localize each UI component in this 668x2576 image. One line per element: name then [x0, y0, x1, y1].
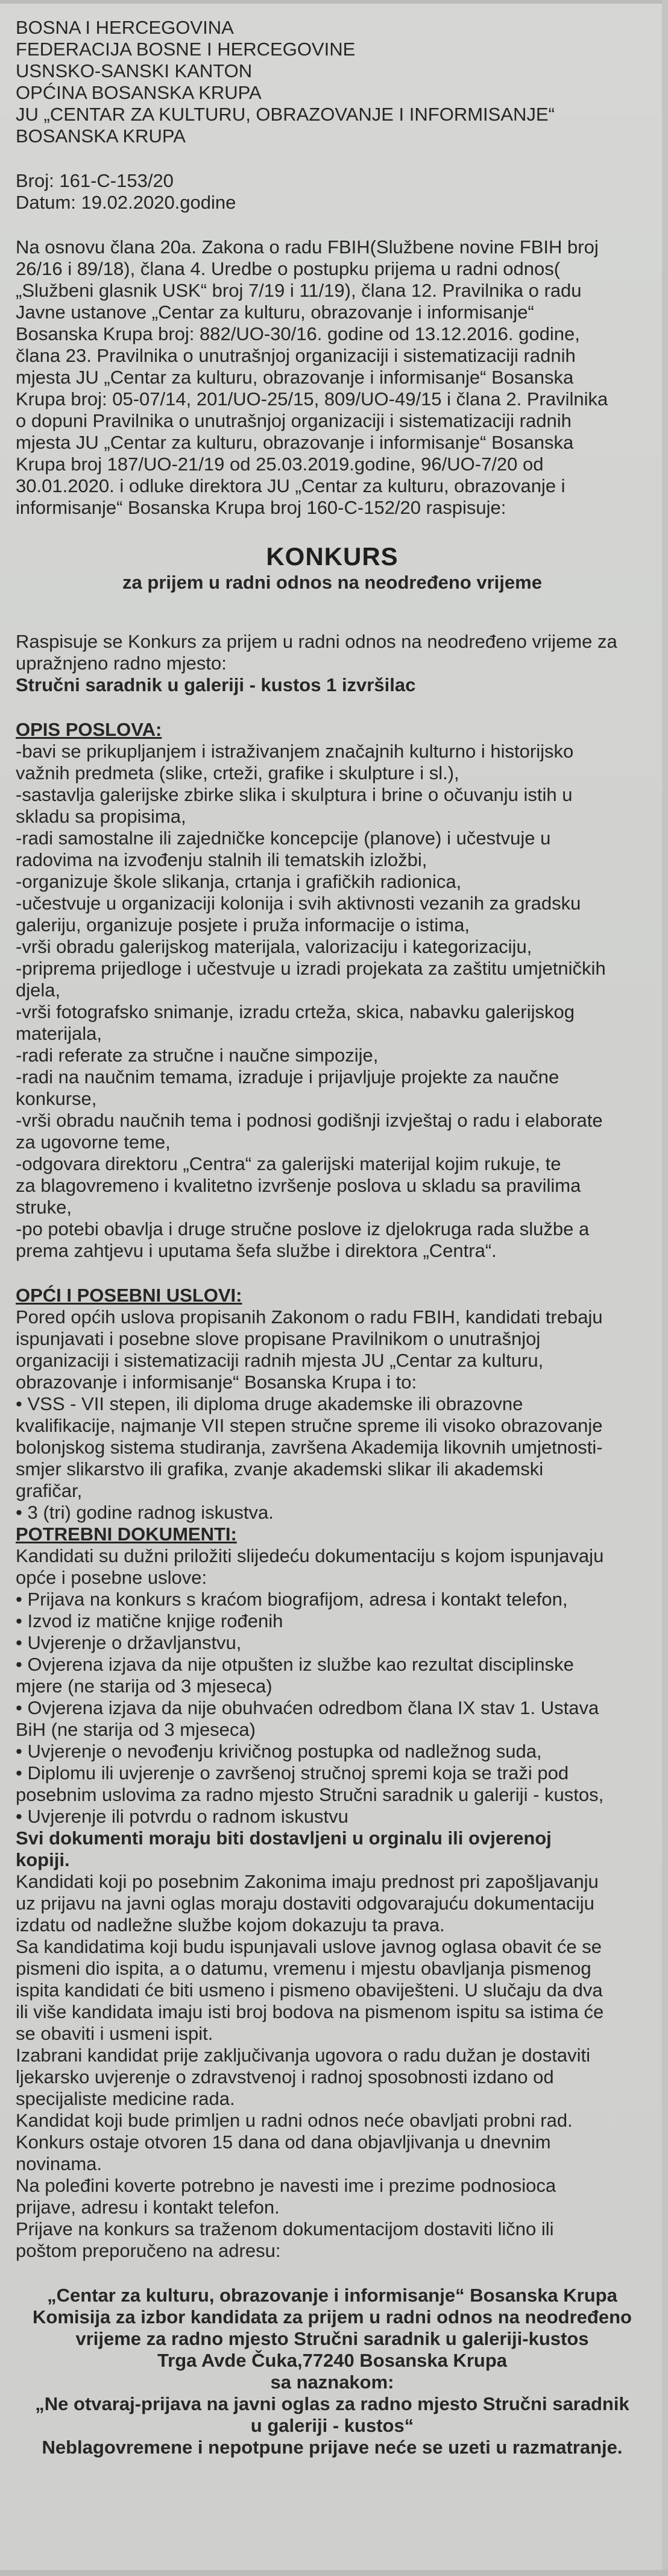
preamble-line: mjesta JU „Centar za kulturu, obrazovanje i informisanje“ Bosanska	[16, 367, 574, 388]
header-line-5: JU „CENTAR ZA KULTURU, OBRAZOVANJE I INFORMISANJE“	[16, 104, 555, 125]
address-line: Trga Avde Čuka,77240 Bosanska Krupa	[157, 2350, 508, 2371]
reference-block	[16, 170, 649, 214]
preamble-line: Na osnovu člana 20a. Zakona o radu FBIH(Službene novine FBIH broj	[16, 236, 599, 258]
duty-line: -radi samostalne ili zajedničke koncepcije (planove) i učestvuje u	[16, 828, 551, 849]
duty-line: -bavi se prikupljanjem i istraživanjem značajnih kulturno i historijsko	[16, 741, 574, 762]
conditions-heading: OPĆI I POSEBNI USLOVI:	[16, 1285, 242, 1306]
preamble-line: Javne ustanove „Centar za kulturu, obrazovanje i informisanje“	[16, 302, 534, 323]
bottom-edge	[0, 2570, 668, 2576]
intro-block	[16, 631, 649, 696]
condition-line: bolonjskog sistema studiranja, završena Akademija likovnih umjetnosti-	[16, 1437, 603, 1458]
duty-line: -organizuje škole slikanja, crtanja i grafičkih radionica,	[16, 871, 462, 892]
preamble-line: Bosanska Krupa broj: 882/UO-30/16. godine od 13.12.2016. godine,	[16, 323, 580, 344]
header-line-6: BOSANSKA KRUPA	[16, 125, 186, 147]
note-line: Na poleđini koverte potrebno je navesti ime i prezime podnosioca	[16, 2175, 556, 2196]
original-copy-note: kopiji.	[16, 1849, 70, 1870]
document-line: opće i posebne uslove:	[16, 1567, 207, 1588]
document-line: • Uvjerenje o nevođenju krivičnog postupka od nadležnog suda,	[16, 1741, 542, 1762]
duty-line: radovima na izvođenju stalnih ili tematskih izložbi,	[16, 849, 427, 870]
duty-line: konkurse,	[16, 1088, 97, 1109]
duty-line: struke,	[16, 1197, 72, 1218]
duties-heading: OPIS POSLOVA:	[16, 719, 162, 740]
note-line: novinama.	[16, 2153, 102, 2174]
konkurs-subtitle: za prijem u radni odnos na neodređeno vrijeme	[122, 572, 542, 593]
condition-line: smjer slikarstvo ili grafika, zvanje akademski slikar ili akademski	[16, 1458, 544, 1479]
duty-line: djela,	[16, 979, 61, 1001]
condition-line: grafičar,	[16, 1480, 83, 1501]
preamble-line: informisanje“ Bosanska Krupa broj 160-C-152/20 raspisuje:	[16, 497, 506, 518]
address-line: sa naznakom:	[270, 2372, 394, 2393]
preamble-line: o dopuni Pravilnika o unutrašnjoj organizaciji i sistematizaciji radnih	[16, 410, 572, 431]
condition-line: kvalifikacije, najmanje VII stepen stručne spreme ili visoko obrazovanje	[16, 1415, 603, 1436]
note-line: ljekarsko uvjerenje o zdravstvenoj i radnoj sposobnosti izdano od	[16, 2066, 554, 2087]
note-line: Kandidat koji bude primljen u radni odnos neće obavljati probni rad.	[16, 2110, 573, 2131]
address-line: vrijeme za radno mjesto Stručni saradnik u galeriji-kustos	[75, 2328, 589, 2349]
konkurs-title: KONKURS	[266, 542, 399, 571]
document-number: Broj: 161-C-153/20	[16, 170, 174, 191]
document-line: • Izvod iz matične knjige rođenih	[16, 1610, 283, 1631]
note-line: poštom preporučeno na adresu:	[16, 2240, 281, 2261]
note-line: uz prijavu na javni oglas moraju dostaviti odgovarajuću dokumentaciju	[16, 1893, 594, 1914]
original-copy-note: Svi dokumenti moraju biti dostavljeni u orginalu ili ovjerenoj	[16, 1828, 552, 1849]
note-line: ispita kandidati će biti usmeno i pismeno obaviješteni. U slučaju da dva	[16, 1979, 603, 2001]
duty-line: -radi referate za stručne i naučne simpozije,	[16, 1045, 379, 1066]
note-line: Kandidati koji po posebnim Zakonima imaju prednost pri zapošljavanju	[16, 1871, 599, 1892]
condition-line: • VSS - VII stepen, ili diploma druge akademske ili obrazovne	[16, 1393, 523, 1414]
documents-heading: POTREBNI DOKUMENTI:	[16, 1524, 237, 1545]
intro-line: upražnjeno radno mjesto:	[16, 653, 227, 674]
document-line: • Ovjerena izjava da nije obuhvaćen odredbom člana IX stav 1. Ustava	[16, 1697, 599, 1718]
preamble-line: „Službeni glasnik USK“ broj 7/19 i 11/19), člana 12. Pravilnika o radu	[16, 280, 582, 301]
note-line: specijaliste medicine rada.	[16, 2088, 235, 2109]
document-line: BiH (ne starija od 3 mjeseca)	[16, 1719, 256, 1740]
document-line: • Diplomu ili uvjerenje o završenoj stručnoj spremi koja se traži pod	[16, 1762, 569, 1783]
preamble-line: člana 23. Pravilnika o unutrašnjoj organizaciji i sistematizaciji radnih	[16, 345, 576, 366]
preamble-line: Krupa broj 187/UO-21/19 od 25.03.2019.godine, 96/UO-7/20 od	[16, 454, 544, 475]
preamble-line: 26/16 i 89/18), člana 4. Uredbe o postupku prijema u radni odnos(	[16, 258, 561, 279]
address-line: „Ne otvaraj-prijava na javni oglas za radno mjesto Stručni saradnik	[35, 2393, 629, 2414]
note-line: prijave, adresu i kontakt telefon.	[16, 2197, 280, 2218]
documents-section	[16, 1524, 649, 1871]
duty-line: -radi na naučnim temama, izraduje i prijavljuje projekte za naučne	[16, 1066, 559, 1087]
condition-line: Pored općih uslova propisanih Zakonom o radu FBIH, kandidati trebaju	[16, 1306, 603, 1328]
duty-line: prema zahtjevu i uputama šefa službe i direktora „Centra“.	[16, 1240, 497, 1261]
preamble-line: 30.01.2020. i odluke direktora JU „Centar za kulturu, obrazovanje i	[16, 475, 566, 496]
condition-line: organizaciji i sistematizaciji radnih mjesta JU „Centar za kulturu,	[16, 1350, 544, 1371]
note-line: pismeni dio ispita, a o datumu, vremenu i mjestu obavljanja pismenog	[16, 1958, 591, 1979]
document-line: • Uvjerenje ili potvrdu o radnom iskustvu	[16, 1806, 348, 1827]
duty-line: galeriju, organizuje posjete i pruža informacije o istima,	[16, 914, 470, 935]
condition-line: obrazovanje i informisanje“ Bosanska Krupa i to:	[16, 1372, 417, 1393]
duty-line: -sastavlja galerijske zbirke slika i skulptura i brine o očuvanju istih u	[16, 784, 573, 805]
position-title: Stručni saradnik u galeriji - kustos 1 izvršilac	[16, 674, 416, 695]
document-line: mjere (ne starija od 3 mjeseca)	[16, 1676, 273, 1697]
note-line: Izabrani kandidat prije zaključivanja ugovora o radu dužan je dostaviti	[16, 2045, 590, 2066]
header-line-4: OPĆINA BOSANSKA KRUPA	[16, 82, 262, 103]
duty-line: skladu sa propisima,	[16, 806, 186, 827]
header-line-2: FEDERACIJA BOSNE I HERCEGOVINE	[16, 39, 356, 60]
note-line: Sa kandidatima koji budu ispunjavali uslove javnog oglasa obavit će se	[16, 1936, 602, 1957]
duty-line: -priprema prijedloge i učestvuje u izradi projekata za zaštitu umjetničkih	[16, 958, 606, 979]
address-line: Komisija za izbor kandidata za prijem u radni odnos na neodređeno	[33, 2306, 632, 2328]
intro-line: Raspisuje se Konkurs za prijem u radni odnos na neodređeno vrijeme za	[16, 631, 617, 652]
condition-line: ispunjavati i posebne slove propisane Pravilnikom o unutrašnjoj	[16, 1328, 541, 1349]
duty-line: za blagovremeno i kvalitetno izvršenje poslova u skladu sa pravilima	[16, 1175, 581, 1196]
address-block	[16, 2285, 649, 2458]
document-line: • Ovjerena izjava da nije otpušten iz službe kao rezultat disciplinske	[16, 1654, 574, 1675]
duty-line: važnih predmeta (slike, crteži, grafike i skulpture i sl.),	[16, 762, 459, 783]
document-date: Datum: 19.02.2020.godine	[16, 192, 236, 213]
address-line: „Centar za kulturu, obrazovanje i informisanje“ Bosanska Krupa	[47, 2285, 617, 2306]
duty-line: -vrši obradu naučnih tema i podnosi godišnji izvještaj o radu i elaborate	[16, 1110, 603, 1131]
procedure-notes	[16, 1871, 649, 2262]
address-line: u galeriji - kustos“	[250, 2415, 414, 2436]
note-line: ili više kandidata imaju isti broj bodova na pismenom ispitu sa istima će	[16, 2001, 604, 2022]
preamble-line: Krupa broj: 05-07/14, 201/UO-25/15, 809/UO-49/15 i člana 2. Pravilnika	[16, 388, 608, 410]
duty-line: -vrši obradu galerijskog materijala, valorizaciju i kategorizaciju,	[16, 936, 532, 957]
document-line: • Uvjerenje o državljanstvu,	[16, 1632, 242, 1653]
header-line-3: USNSKO-SANSKI KANTON	[16, 60, 253, 81]
duty-line: -odgovara direktoru „Centra“ za galerijski materijal kojim rukuje, te	[16, 1153, 561, 1174]
document-line: posebnim uslovima za radno mjesto Stručni saradnik u galeriji - kustos,	[16, 1784, 604, 1805]
conditions-section	[16, 1285, 649, 1524]
note-line: Konkurs ostaje otvoren 15 dana od dana objavljivanja u dnevnim	[16, 2131, 551, 2153]
preamble-line: mjesta JU „Centar za kulturu, obrazovanje i informisanje“ Bosanska	[16, 432, 574, 453]
top-edge	[0, 0, 668, 4]
duty-line: -vrši fotografsko snimanje, izradu crteža, skica, nabavku galerijskog	[16, 1001, 575, 1022]
duty-line: za ugovorne teme,	[16, 1131, 171, 1153]
duty-line: -po potebi obavlja i druge stručne poslove iz djelokruga rada službe a	[16, 1218, 590, 1239]
duty-line: materijala,	[16, 1023, 102, 1044]
note-line: Prijave na konkurs sa traženom dokumentacijom dostaviti lično ili	[16, 2218, 554, 2239]
legal-preamble	[16, 236, 649, 519]
header-line-1: BOSNA I HERCEGOVINA	[16, 17, 234, 38]
institution-header	[16, 17, 649, 147]
right-edge	[662, 0, 668, 2576]
condition-line: • 3 (tri) godine radnog iskustva.	[16, 1502, 274, 1523]
duties-section	[16, 719, 649, 1262]
document-line: Kandidati su dužni priložiti slijedeću dokumentaciju s kojom ispunjavaju	[16, 1545, 604, 1566]
note-line: izdatu od nadležne službe kojom dokazuju ta prava.	[16, 1914, 445, 1935]
note-line: se obaviti i usmeni ispit.	[16, 2023, 213, 2044]
document-line: • Prijava na konkurs s kraćom biografijom, adresa i kontakt telefon,	[16, 1589, 568, 1610]
duty-line: -učestvuje u organizaciji kolonija i svih aktivnosti vezanih za gradsku	[16, 893, 581, 914]
address-line: Neblagovremene i nepotpune prijave neće se uzeti u razmatranje.	[42, 2437, 623, 2458]
